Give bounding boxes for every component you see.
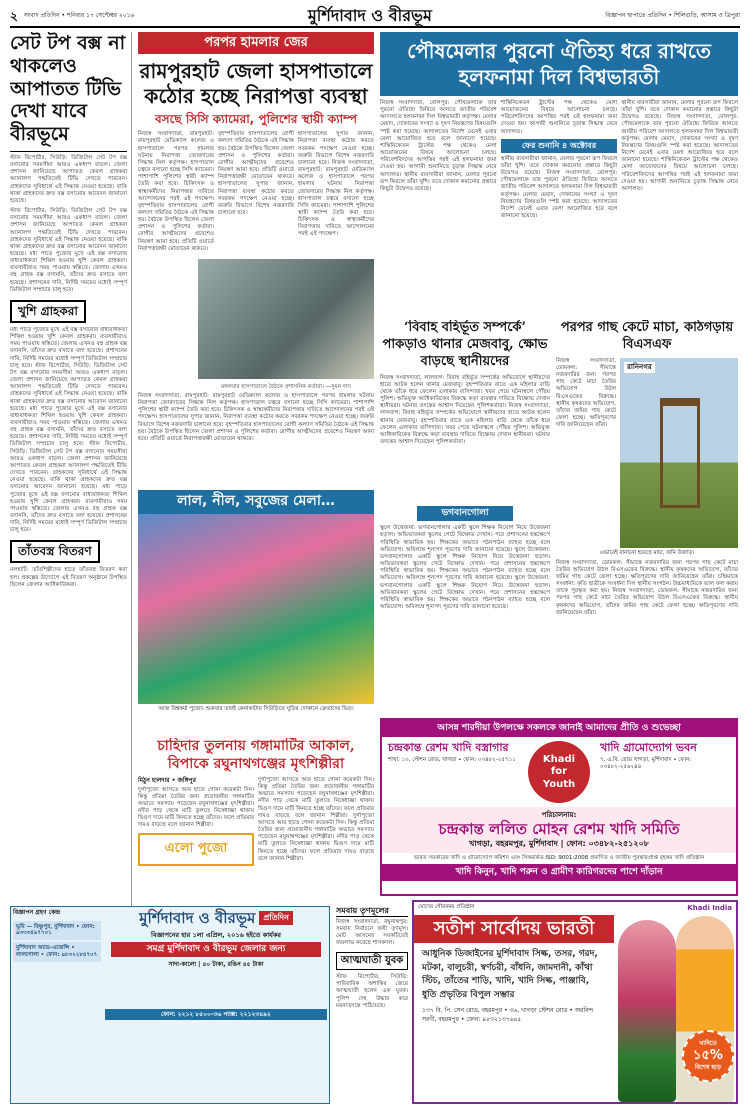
tant-body: নলহাটি: তাঁতশিল্পীদের হাতে তাঁতবস্ত্র বিতরণ করা হল। প্রকল্পের উদ্যোগে এই বিতরণ অনুষ্ঠানে উপস্থিত ছিলেন জেলার আধিকারিকরা। xyxy=(10,567,127,588)
machan-shape xyxy=(660,398,700,508)
saree-sponsor: মোদের গৌরবময় প্রতিষ্ঠান xyxy=(418,904,475,910)
bsf-photo xyxy=(620,358,738,548)
khushi-body: মধ্য পাড়ে পুজোর মুখে এই বক্স বসানোর বাধ্যবাধকতা শিথিল হওয়ায় খুশি কেবল গ্রাহকরা। ব্যবসায়ীরাও সময় পাওয়ায় স্বস্তিতে। জেলায় এখনও বহু গ্রাহক বক্স বসাননি, তাঁদের দ্রুত বসাতে বলা হয়েছে। প্রশাসনের দাবি, নির্দিষ্ট সময়ের মধ্যেই সম্পূর্ণ ডিজিটাল সম্প্রচার চালু হবে। স্টাফ রিপোর্টার, সিউড়ি: ডিজিটাল সেট টপ বক্স বসানোর সময়সীমা আরও একধাপ বাড়ল। জেলা প্রশাসন জানিয়েছে আপাতত কেবল গ্রাহকরা অ্যানালগ পদ্ধতিতেই টিভি দেখতে পারবেন। গ্রাহকদের সুবিধার্থে এই সিদ্ধান্ত নেওয়া হয়েছে। বাকি থাকা গ্রাহকদের দ্রুত বক্স বসানোর আবেদন জানানো হয়েছে। মধ্য পাড়ে পুজোর মুখে এই বক্স বসানোর বাধ্যবাধকতা শিথিল হওয়ায় খুশি কেবল গ্রাহকরা। ব্যবসায়ীরাও সময় পাওয়ায় স্বস্তিতে। জেলায় এখনও বহু গ্রাহক বক্স বসাননি, তাঁদের দ্রুত বসাতে বলা হয়েছে। প্রশাসনের দাবি, নির্দিষ্ট সময়ের মধ্যেই সম্পূর্ণ ডিজিটাল সম্প্রচার চালু হবে। স্টাফ রিপোর্টার, সিউড়ি: ডিজিটাল সেট টপ বক্স বসানোর সময়সীমা আরও একধাপ বাড়ল। জেলা প্রশাসন জানিয়েছে আপাতত কেবল গ্রাহকরা অ্যানালগ পদ্ধতিতেই টিভি দেখতে পারবেন। গ্রাহকদের সুবিধার্থে এই সিদ্ধান্ত নেওয়া হয়েছে। বাকি থাকা গ্রাহকদের দ্রুত বক্স বসানোর আবেদন জানানো হয়েছে। মধ্য পাড়ে পুজোর মুখে এই বক্স বসানোর বাধ্যবাধকতা শিথিল হওয়ায় খুশি কেবল গ্রাহকরা। ব্যবসায়ীরাও সময় পাওয়ায় স্বস্তিতে। জেলায় এখনও বহু গ্রাহক বক্স বসাননি, তাঁদের দ্রুত বসাতে বলা হয়েছে। প্রশাসনের দাবি, নির্দিষ্ট সময়ের মধ্যেই সম্পূর্ণ ডিজিটাল সম্প্রচার চালু হবে। xyxy=(10,326,128,534)
classified-box xyxy=(10,906,330,1104)
khadi-right-addr: ৭, এ.বি. রোড খাগড়া, মুর্শিদাবাদ • ফোন: ০৩৪৮২-২৫৬২৪৪ xyxy=(600,757,692,770)
poush-headline-box xyxy=(380,32,738,96)
kite-photo xyxy=(138,514,374,704)
khadi-small-note: ভারত সরকারের খাদি ও গ্রামোদ্যোগ কমিশন এবং সিকমার্কড ISO: 9001:2008 প্রমাণিত ও জাতীয় পুরস্কারপ্রাপ্ত বৃহত্তম খাদি প্রতিষ্ঠান xyxy=(382,853,736,864)
khadi-right-name: খাদি গ্রামোদ্যোগ ভবন xyxy=(600,741,697,755)
bhagwangola-body: স্কুলে উত্তেজনা: ভগবানগোলার একটি স্কুলে শিক্ষক নিয়োগ নিয়ে উত্তেজনা ছড়াল। অভিভাবকরা স্কুলের গেটে বিক্ষোভ দেখান। পরে প্রশাসনের হস্তক্ষেপে পরিস্থিতি স্বাভাবিক হয়। শিক্ষকের অভাবে পঠনপাঠন ব্যাহত হচ্ছে বলে অভিযোগ। অবিলম্বে শূন্যপদ পূরণের দাবি জানানো হয়েছে। স্কুলে উত্তেজনা: ভগবানগোলার একটি স্কুলে শিক্ষক নিয়োগ নিয়ে উত্তেজনা ছড়াল। অভিভাবকরা স্কুলের গেটে বিক্ষোভ দেখান। পরে প্রশাসনের হস্তক্ষেপে পরিস্থিতি স্বাভাবিক হয়। শিক্ষকের অভাবে পঠনপাঠন ব্যাহত হচ্ছে বলে অভিযোগ। অবিলম্বে শূন্যপদ পূরণের দাবি জানানো হয়েছে। স্কুলে উত্তেজনা: ভগবানগোলার একটি স্কুলে শিক্ষক নিয়োগ নিয়ে উত্তেজনা ছড়াল। অভিভাবকরা স্কুলের গেটে বিক্ষোভ দেখান। পরে প্রশাসনের হস্তক্ষেপে পরিস্থিতি স্বাভাবিক হয়। শিক্ষকের অভাবে পঠনপাঠন ব্যাহত হচ্ছে বলে অভিযোগ। অবিলম্বে শূন্যপদ পূরণের দাবি জানানো হয়েছে। xyxy=(380,525,550,610)
classified-main-title: মুর্শিদাবাদ ও বীরভূম xyxy=(139,909,256,927)
subhead-khushi: খুশি গ্রাহকরা xyxy=(10,300,86,323)
section-title: মুর্শিদাবাদ ও বীরভূম xyxy=(307,6,432,25)
saree-items: আধুনিক ডিজাইনের মুর্শিদাবাদ সিল্ক, তসর, গরদ, মটকা, বালুচরী, স্বর্ণচরী, বাঁধনি, জামদানী, কাঁথা স্টিচ, তাঁতের শাড়ি, খাদি, খাদি সিল্ক, পাঞ্জাবি, ধুতি প্রভৃতির বিপুল সম্ভার xyxy=(422,949,598,1000)
page-number: ২ xyxy=(10,8,18,23)
saree-shop-name: সতীশ সার্বোদয় ভারতী xyxy=(414,915,614,944)
bsf-story xyxy=(556,320,738,716)
kite-photo-caption: আজ বিশ্বকর্মা পুজো। শুক্রবার তারই কেনাকাটায় সিউড়িতে ঘুড়ির দোকানে ক্রেতাদের ভিড়। xyxy=(158,705,354,712)
settop-body: স্টাফ রিপোর্টার, সিউড়ি: ডিজিটাল সেট টপ বক্স বসানোর সময়সীমা আরও একধাপ বাড়ল। জেলা প্রশাসন জানিয়েছে আপাতত কেবল গ্রাহকরা অ্যানালগ পদ্ধতিতেই টিভি দেখতে পারবেন। গ্রাহকদের সুবিধার্থে এই সিদ্ধান্ত নেওয়া হয়েছে। বাকি থাকা গ্রাহকদের দ্রুত বক্স বসানোর আবেদন জানানো হয়েছে। xyxy=(10,154,127,204)
khadi-main-band xyxy=(382,807,736,853)
khadi-footer: খাদি কিনুন, খাদি পরুন ও গ্রামীণ কারিগরদের পাশে দাঁড়ান xyxy=(382,864,736,881)
clay-headline: চাহিদার তুলনায় গঙ্গামাটির আকাল, বিপাকে রঘুনাথগঞ্জের মৃৎশিল্পীরা xyxy=(157,738,355,772)
atmaghati-body: স্টাফ রিপোর্টার, সিউড়ি: পারিবারিক অশান্তির জেরে আত্মঘাতী হলেন এক যুবক। পুলিশ দেহ উদ্ধার করে ময়নাতদন্তে পাঠিয়েছে। xyxy=(336,974,408,1009)
poush-col3: স্থানীয় ব্যবসায়ীরা জানান, মেলার পুরনো রূপ ফিরলে তাঁরা খুশি। তবে দোকান কমানোর প্রস্তাবে কিছুটা উদ্বেগও রয়েছে। নিজস্ব সংবাদদাতা, বোলপুর: পৌষমেলাকে তার পুরনো ঐতিহ্যে ফিরিয়ে আনতে জাতীয় পরিবেশ আদালতে হলফনামা দিল বিশ্বভারতী কর্তৃপক্ষ। মেলার মেয়াদ, দোকানের সংখ্যা ও দূষণ নিয়ন্ত্রণের বিষয়গুলি স্পষ্ট করা হয়েছে। আদালতের নির্দেশ মেনেই এবার মেলা আয়োজিত হবে বলে জানানো হয়েছে। শান্তিনিকেতন ট্রাস্টের পক্ষ থেকেও মেলা আয়োজনের বিষয়ে আলোচনা চলছে। পরিবেশবিদদের আপত্তির পরই এই হলফনামা জমা দেওয়া হয়। আগামী শুনানিতে চূড়ান্ত সিদ্ধান্ত নেবে আদালত। xyxy=(621,100,738,192)
khadi-india-tag: Khadi India xyxy=(687,904,732,912)
rampurhat-body-bottom: নিজস্ব সংবাদদাতা, রামপুরহাট: রামপুরহাট মেডিক্যাল কলেজ ও হাসপাতালে পরপর হামলার ঘটনায় নিরাপত্তা জোরদারের সিদ্ধান্ত নিল কর্তৃপক্ষ। হাসপাতাল চত্বরে বসানো হচ্ছে সিসি ক্যামেরা। পাশাপাশি পুলিশের স্থায়ী ক্যাম্প তৈরি করা হবে। চিকিৎসক ও স্বাস্থ্যকর্মীদের নিরাপত্তার দাবিতে আন্দোলনের পরই এই পদক্ষেপ। হাসপাতালের সুপার জানান, নিরাপত্তা ব্যবস্থা কঠোর করতে সবরকম পদক্ষেপ নেওয়া হচ্ছে। জরুরি বিভাগে বিশেষ নজরদারি চালানো হবে। বৃহস্পতিবার হাসপাতালের রোগী কল্যাণ সমিতির বৈঠকে এই সিদ্ধান্ত হয়। বৈঠকে উপস্থিত ছিলেন জেলা প্রশাসন ও পুলিশের কর্তারা। রোগীর আত্মীয়দের প্রবেশেও নিয়ন্ত্রণ আনা হবে। প্রতিটি ওয়ার্ডে নিরাপত্তারক্ষী মোতায়েন থাকবে। xyxy=(138,392,374,442)
bsf-body-narrow: নিজস্ব সংবাদদাতা, ডোমকল: সীমান্তে নজরদারির জন্য পরপর গাছ কেটে মাচা তৈরির অভিযোগ উঠল বিএসএফের বিরুদ্ধে। স্থানীয় কৃষকদের অভিযোগ, তাঁদের জমির গাছ কেটে ফেলা হচ্ছে। ক্ষতিপূরণের দাবি জানিয়েছেন তাঁরা। xyxy=(556,357,616,429)
bsf-photo-caption: এভাবেই বানানো হয়েছে মাচা, জমি উজাড়। xyxy=(599,549,695,556)
poush-col2-bottom: স্থানীয় ব্যবসায়ীরা জানান, মেলার পুরনো রূপ ফিরলে তাঁরা খুশি। তবে দোকান কমানোর প্রস্তাবে কিছুটা উদ্বেগও রয়েছে। নিজস্ব সংবাদদাতা, বোলপুর: পৌষমেলাকে তার পুরনো ঐতিহ্যে ফিরিয়ে আনতে জাতীয় পরিবেশ আদালতে হলফনামা দিল বিশ্বভারতী কর্তৃপক্ষ। মেলার মেয়াদ, দোকানের সংখ্যা ও দূষণ নিয়ন্ত্রণের বিষয়গুলি স্পষ্ট করা হয়েছে। আদালতের নির্দেশ মেনেই এবার মেলা আয়োজিত হবে বলে জানানো হয়েছে। xyxy=(500,155,618,220)
settop-body-filler: স্টাফ রিপোর্টার, সিউড়ি: ডিজিটাল সেট টপ বক্স বসানোর সময়সীমা আরও একধাপ বাড়ল। জেলা প্রশাসন জানিয়েছে আপাতত কেবল গ্রাহকরা অ্যানালগ পদ্ধতিতেই টিভি দেখতে পারবেন। গ্রাহকদের সুবিধার্থে এই সিদ্ধান্ত নেওয়া হয়েছে। বাকি থাকা গ্রাহকদের দ্রুত বক্স বসানোর আবেদন জানানো হয়েছে। মধ্য পাড়ে পুজোর মুখে এই বক্স বসানোর বাধ্যবাধকতা শিথিল হওয়ায় খুশি কেবল গ্রাহকরা। ব্যবসায়ীরাও সময় পাওয়ায় স্বস্তিতে। জেলায় এখনও বহু গ্রাহক বক্স বসাননি, তাঁদের দ্রুত বসাতে বলা হয়েছে। প্রশাসনের দাবি, নির্দিষ্ট সময়ের মধ্যেই সম্পূর্ণ ডিজিটাল সম্প্রচার চালু হবে। xyxy=(10,208,127,293)
issue-date: সংবাদ প্রতিদিন • শনিবার ১৭ সেপ্টেম্বর ২০১৬ xyxy=(23,12,135,20)
rampurhat-headline: রামপুরহাট জেলা হাসপাতালে কঠোর হচ্ছে নিরাপত্তা ব্যবস্থা xyxy=(139,59,373,109)
khadi-ad-greeting: আসন্ন শারদীয়া উপলক্ষে সকলকে জানাই আমাদের প্রীতি ও শুভেচ্ছা xyxy=(382,720,736,737)
elo-pujo-logo: এলো পুজো xyxy=(138,833,254,865)
khadi-advert xyxy=(380,718,738,896)
model-woman xyxy=(618,920,676,1102)
clay-byline: মিঠুন হালদার • জঙ্গিপুর xyxy=(138,777,196,784)
khadi-left-addr: শাখা: ১০, স্টেশন রোড, খাগড়া • ফোন: ০৩৪৮২-২৫৭১১ xyxy=(388,757,516,763)
khadi-main-label: পরিচালনায়: xyxy=(541,811,577,820)
bsf-body: নিজস্ব সংবাদদাতা, ডোমকল: সীমান্তে নজরদারির জন্য পরপর গাছ কেটে মাচা তৈরির অভিযোগ উঠল বিএসএফের বিরুদ্ধে। স্থানীয় কৃষকদের অভিযোগ, তাঁদের জমির গাছ কেটে ফেলা হচ্ছে। ক্ষতিপূরণের দাবি জানিয়েছেন তাঁরা। চন্দ্রিমাকে সংবর্ধনা: কৃতি ছাত্রীকে সংবর্ধনা দিল স্থানীয় সংগঠন। উচ্চমাধ্যমিকে ভাল ফল করায় তাকে পুরস্কৃত করা হয়। নিজস্ব সংবাদদাতা, ডোমকল: সীমান্তে নজরদারির জন্য পরপর গাছ কেটে মাচা তৈরির অভিযোগ উঠল বিএসএফের বিরুদ্ধে। স্থানীয় কৃষকদের অভিযোগ, তাঁদের জমির গাছ কেটে ফেলা হচ্ছে। ক্ষতিপূরণের দাবি জানিয়েছেন তাঁরা। xyxy=(556,559,738,616)
clay-body-1: দুর্গাপুজো আসতে আর হাতে গোনা কয়েকটা দিন। কিন্তু প্রতিমা তৈরির জন্য প্রয়োজনীয় গঙ্গামাটির অভাবে সমস্যায় পড়েছেন রঘুনাথগঞ্জের মৃৎশিল্পীরা। নদীর পাড় থেকে মাটি তুলতে নিষেধাজ্ঞা থাকায় দ্বিগুণ দামে মাটি কিনতে হচ্ছে তাঁদের। ফলে প্রতিমার দামও বাড়ছে বলে জানান শিল্পীরা। xyxy=(138,786,254,829)
khadi-right-business xyxy=(594,737,736,807)
samabay-story xyxy=(336,906,408,1104)
rampurhat-photo xyxy=(198,259,374,391)
classified-notice: বিজ্ঞাপনের হার ১লা এপ্রিল, ২০১৬ হইতে কার্যকর xyxy=(151,930,281,939)
khadi-main-name: চন্দ্রকান্ত ললিত মোহন রেশম খাদি সমিতি xyxy=(438,820,680,838)
atmaghati-headline: আত্মঘাতী যুবক xyxy=(336,952,408,971)
classified-title: বিজ্ঞাপন গ্রহণ কেন্দ্র xyxy=(13,909,61,916)
rampurhat-col1: নিজস্ব সংবাদদাতা, রামপুরহাট: রামপুরহাট মেডিক্যাল কলেজ ও হাসপাতালে পরপর হামলার ঘটনায় নিরাপত্তা জোরদারের সিদ্ধান্ত নিল কর্তৃপক্ষ। হাসপাতাল চত্বরে বসানো হচ্ছে সিসি ক্যামেরা। পাশাপাশি পুলিশের স্থায়ী ক্যাম্প তৈরি করা হবে। চিকিৎসক ও স্বাস্থ্যকর্মীদের নিরাপত্তার দাবিতে আন্দোলনের পরই এই পদক্ষেপ। বৃহস্পতিবার হাসপাতালের রোগী কল্যাণ সমিতির বৈঠকে এই সিদ্ধান্ত হয়। বৈঠকে উপস্থিত ছিলেন জেলা প্রশাসন ও পুলিশের কর্তারা। রোগীর আত্মীয়দের প্রবেশেও নিয়ন্ত্রণ আনা হবে। প্রতিটি ওয়ার্ডে নিরাপত্তারক্ষী মোতায়েন থাকবে। xyxy=(138,131,214,252)
saree-advert xyxy=(412,900,738,1104)
clay-body-2: দুর্গাপুজো আসতে আর হাতে গোনা কয়েকটা দিন। কিন্তু প্রতিমা তৈরির জন্য প্রয়োজনীয় গঙ্গামাটির অভাবে সমস্যায় পড়েছেন রঘুনাথগঞ্জের মৃৎশিল্পীরা। নদীর পাড় থেকে মাটি তুলতে নিষেধাজ্ঞা থাকায় দ্বিগুণ দামে মাটি কিনতে হচ্ছে তাঁদের। ফলে প্রতিমার দামও বাড়ছে বলে জানান শিল্পীরা। দুর্গাপুজো আসতে আর হাতে গোনা কয়েকটা দিন। কিন্তু প্রতিমা তৈরির জন্য প্রয়োজনীয় গঙ্গামাটির অভাবে সমস্যায় পড়েছেন রঘুনাথগঞ্জের মৃৎশিল্পীরা। নদীর পাড় থেকে মাটি তুলতে নিষেধাজ্ঞা থাকায় দ্বিগুণ দামে মাটি কিনতে হচ্ছে তাঁদের। ফলে প্রতিমার দামও বাড়ছে বলে জানান শিল্পীরা। xyxy=(258,777,374,862)
bhagwangola-label: ভগবানগোলা xyxy=(417,506,513,521)
khadi-left-name: চন্দ্রকান্ত রেশম খাদি বস্ত্রাগার xyxy=(388,741,509,755)
classified-region: সমগ্র মুর্শিদাবাদ ও বীরভূম জেলার জন্য xyxy=(111,942,321,957)
classified-agent-1: ভূমি — বিষ্ণুপুর, মুর্শিদাবাদ • ফোন: ৯৩৩৩৪৯৭৭০১ xyxy=(13,921,101,941)
kite-story xyxy=(138,490,374,730)
khadi-left-business xyxy=(382,737,524,807)
poush-headline: পৌষমেলার পুরনো ঐতিহ্য ধরে রাখতে হলফনামা দিল বিশ্বভারতী xyxy=(407,39,711,89)
masthead xyxy=(10,6,740,28)
bsf-photo-label: রানিনগর xyxy=(624,362,655,373)
settop-headline: সেট টপ বক্স না থাকলেও আপাতত টিভি দেখা যাবে বীরভূমে xyxy=(10,32,126,146)
mejbabu-story xyxy=(380,320,550,500)
rampurhat-subhead: বসছে সিসি ক্যামেরা, পুলিশের স্থায়ী ক্যাম্প xyxy=(154,112,357,127)
rampurhat-story xyxy=(138,32,374,484)
kite-headline: লাল, নীল, সবুজের মেলা… xyxy=(138,490,374,514)
mejbabu-body: নিজস্ব সংবাদদাতা, লালবাগ: বিবাহ বহির্ভূত সম্পর্কের অভিযোগে স্থানীয়দের হাতে আটক হলেন থানার মেজবাবু। বৃহস্পতিবার রাতে এক মহিলার বাড়ি থেকে তাঁকে ধরে ফেলেন এলাকার বাসিন্দারা। খবর পেয়ে ঘটনাস্থলে পৌঁছয় পুলিশ। অভিযুক্ত আধিকারিকের বিরুদ্ধে কড়া ব্যবস্থার দাবিতে বিক্ষোভ দেখান স্থানীয়রা। ঘটনার তদন্তের আশ্বাস দিয়েছেন পুলিশকর্তারা। নিজস্ব সংবাদদাতা, লালবাগ: বিবাহ বহির্ভূত সম্পর্কের অভিযোগে স্থানীয়দের হাতে আটক হলেন থানার মেজবাবু। বৃহস্পতিবার রাতে এক মহিলার বাড়ি থেকে তাঁকে ধরে ফেলেন এলাকার বাসিন্দারা। খবর পেয়ে ঘটনাস্থলে পৌঁছয় পুলিশ। অভিযুক্ত আধিকারিকের বিরুদ্ধে কড়া ব্যবস্থার দাবিতে বিক্ষোভ দেখান স্থানীয়রা। ঘটনার তদন্তের আশ্বাস দিয়েছেন পুলিশকর্তারা। xyxy=(380,374,550,446)
samabay-headline: সমবায় তৃণমূলের xyxy=(336,906,408,917)
samabay-body: নিজস্ব সংবাদদাতা, রঘুনাথপুর: সমবায় নির্বাচনে জয়ী তৃণমূল। মোট আসনের সবকটিতেই জয়লাভ করেছে শাসকদল। xyxy=(336,919,408,947)
rampurhat-col3: হাসপাতালের সুপার জানান, নিরাপত্তা ব্যবস্থা কঠোর করতে সবরকম পদক্ষেপ নেওয়া হচ্ছে। জরুরি বিভাগে বিশেষ নজরদারি চালানো হবে। নিজস্ব সংবাদদাতা, রামপুরহাট: রামপুরহাট মেডিক্যাল কলেজ ও হাসপাতালে পরপর হামলার ঘটনায় নিরাপত্তা জোরদারের সিদ্ধান্ত নিল কর্তৃপক্ষ। হাসপাতাল চত্বরে বসানো হচ্ছে সিসি ক্যামেরা। পাশাপাশি পুলিশের স্থায়ী ক্যাম্প তৈরি করা হবে। চিকিৎসক ও স্বাস্থ্যকর্মীদের নিরাপত্তার দাবিতে আন্দোলনের পরই এই পদক্ষেপ। xyxy=(298,131,374,238)
poush-col1: নিজস্ব সংবাদদাতা, বোলপুর: পৌষমেলাকে তার পুরনো ঐতিহ্যে ফিরিয়ে আনতে জাতীয় পরিবেশ আদালতে হলফনামা দিল বিশ্বভারতী কর্তৃপক্ষ। মেলার মেয়াদ, দোকানের সংখ্যা ও দূষণ নিয়ন্ত্রণের বিষয়গুলি স্পষ্ট করা হয়েছে। আদালতের নির্দেশ মেনেই এবার মেলা আয়োজিত হবে বলে জানানো হয়েছে। শান্তিনিকেতন ট্রাস্টের পক্ষ থেকেও মেলা আয়োজনের বিষয়ে আলোচনা চলছে। পরিবেশবিদদের আপত্তির পরই এই হলফনামা জমা দেওয়া হয়। আগামী শুনানিতে চূড়ান্ত সিদ্ধান্ত নেবে আদালত। স্থানীয় ব্যবসায়ীরা জানান, মেলার পুরনো রূপ ফিরলে তাঁরা খুশি। তবে দোকান কমানোর প্রস্তাবে কিছুটা উদ্বেগও রয়েছে। xyxy=(380,100,497,192)
classified-rates: সাদা-কালো | ৪০ টাকা, রঙিন ৪৫ টাকা xyxy=(168,961,264,969)
header-right-text: বিজ্ঞাপন ছাপাতে প্রতিদিন • শিলিগুড়ি, আসাম ও ত্রিপুরা xyxy=(605,12,740,20)
rampurhat-col2: বৃহস্পতিবার হাসপাতালের রোগী কল্যাণ সমিতির বৈঠকে এই সিদ্ধান্ত হয়। বৈঠকে উপস্থিত ছিলেন জেলা প্রশাসন ও পুলিশের কর্তারা। রোগীর আত্মীয়দের প্রবেশেও নিয়ন্ত্রণ আনা হবে। প্রতিটি ওয়ার্ডে নিরাপত্তারক্ষী মোতায়েন থাকবে। হাসপাতালের সুপার জানান, নিরাপত্তা ব্যবস্থা কঠোর করতে সবরকম পদক্ষেপ নেওয়া হচ্ছে। জরুরি বিভাগে বিশেষ নজরদারি চালানো হবে। xyxy=(218,131,294,216)
bsf-headline: পরপর গাছ কেটে মাচা, কাঠগড়ায় বিএসএফ xyxy=(560,320,734,352)
pratidin-logo: প্রতিদিন xyxy=(259,911,293,925)
classified-phone: ফোন: ২২১২ ৮৫০০-৩৬ প্যাক্স: ২২১২৩৪৯২ xyxy=(105,1009,327,1021)
saree-address: ১৩৭ বি. পি. সেন রোড, বহরমপুর • ৩৬, খাগড়া স্টেশন রোড • অরবিন্দ সরণী, বহরমপুর • ফোন: ৯৮৩২১৩৭৬৪৫ xyxy=(422,1007,594,1023)
poush-inline-box: ফের শুনানি ৪ অক্টোবর xyxy=(501,139,618,153)
rampurhat-kicker: পরপর হামলার জের xyxy=(138,32,374,54)
poush-story xyxy=(380,32,738,314)
mejbabu-headline: ‘বিবাহ বহির্ভূত সম্পর্কে’ পাকড়াও থানার মেজবাবু, ক্ষোভ বাড়ছে স্থানীয়দের xyxy=(382,320,548,369)
poush-col2-top: শান্তিনিকেতন ট্রাস্টের পক্ষ থেকেও মেলা আয়োজনের বিষয়ে আলোচনা চলছে। পরিবেশবিদদের আপত্তির পরই এই হলফনামা জমা দেওয়া হয়। আগামী শুনানিতে চূড়ান্ত সিদ্ধান্ত নেবে আদালত। xyxy=(500,100,618,135)
classified-agent-2: মুর্শিদাবাদ অ্যাড-এজেন্সি • লালগোলা • ফোন: ৯৮৩২২৮৪৭০৭ xyxy=(13,942,101,962)
khadi-for-youth-badge: Khadi for Youth xyxy=(528,741,590,803)
subhead-tant: তাঁতবস্ত্র বিতরণ xyxy=(10,540,100,563)
bhagwangola-story xyxy=(380,506,550,716)
khadi-main-addr: খাগড়া, বহরমপুর, মুর্শিদাবাদ | ফোন: ০৩৪৮২-২৫১২০৮ xyxy=(469,838,649,848)
rampurhat-photo-caption: মঙ্গলবার হাসপাতালে বৈঠকে প্রশাসনিক কর্তারা। —সুমন দাস xyxy=(221,384,351,391)
discount-badge: খাদিতে ১৫% বিশেষ ছাড় xyxy=(682,1030,734,1082)
